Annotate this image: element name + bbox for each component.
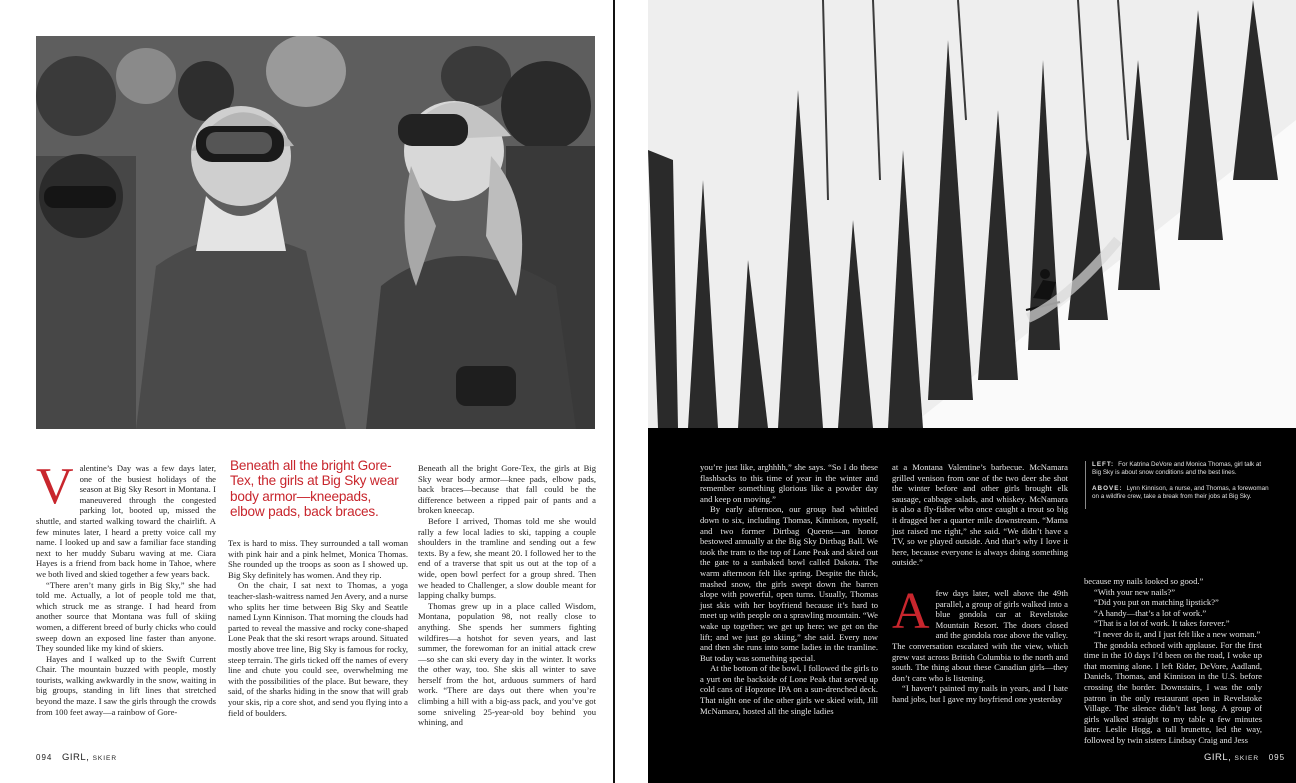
caption-above: ABOVE: Lynn Kinnison, a nurse, and Thomas, a forewoman on a wildfire crew, take a break from their jobs at Big Sky. (1092, 484, 1269, 501)
spine-divider (613, 0, 615, 783)
right-page (648, 0, 1296, 783)
photo-skiers-in-lift-line (36, 36, 595, 429)
body-column-6 (1084, 576, 1262, 746)
paragraph: Valentine’s Day was a few days later, one of the busiest holidays of the season at Big Sky Resort in Montana. I maneuvered through the congested parking lot, booted up, missed the shuttle, and started walking toward the chairlift. A few minutes later, I heard a pretty voice call my name. I looked up and saw a familiar face standing next to her muddy Subaru waving at me. Ciara Hayes is a friend from back home in Tahoe, where we both lived and skied together a few years back. (36, 458, 216, 579)
paragraph: The gondola echoed with applause. For the first time in the 10 days I’d been on the road, I woke up that morning alone. I left Rider, DeVore, Aadland, Daniels, Thomas, and Kinnison in the U.S. before crossing the border. Downstairs, I was the only patron in the only restaurant open in Revelstoke Village. The silence didn’t last long. A group of girls walked straight to my table a few minutes later. Leslie Hogg, a tall brunette, led the way, followed by twin sisters Lindsay Craig and Jess (1084, 639, 1262, 745)
paragraph: A few days later, well above the 49th parallel, a group of girls walked into a blue gondola car at Revelstoke Mountain Resort. The doors closed and the gondola rose above the valley. The conversation escalated with the view, which grew vast across British Columbia to the north and south. The thing about these Canadian girls—they don’t care who is listening. (892, 583, 1068, 683)
paragraph: “That is a lot of work. It takes forever.” (1094, 618, 1230, 629)
paragraph: “I never do it, and I just felt like a new woman.” (1094, 628, 1261, 639)
body-column-5 (892, 462, 1068, 568)
magazine-section: GIRL, (62, 752, 90, 763)
page-folio-left (36, 752, 117, 763)
paragraph: Hayes and I walked up to the Swift Current Chair. The mountain buzzed with people, mostly tourists, walking awkwardly in the snow, waiting in big groups, standing in lift lines that stretched beyond the maze. I saw the girls through the crowds from 100 feet away—a rainbow of Gore- (36, 653, 216, 717)
page-number: 094 (36, 753, 53, 762)
page-folio-right (1204, 752, 1285, 763)
pull-quote: Beneath all the bright Gore-Tex, the girls at Big Sky wear body armor—kneepads, elbow pads, back braces. (230, 458, 399, 520)
paragraph: Before I arrived, Thomas told me she would rally a few local ladies to ski, tapping a couple shoulders in the tramline and sending out a few texts. By a few, she meant 20. I followed her to the end of a traverse that spit us out at the top of a wide, open bowl perfect for a group shred. Then we headed to Challenger, a slow double meant for lapping chalky bumps. (418, 515, 596, 601)
paragraph: At the bottom of the bowl, I followed the girls to a yurt on the backside of Lone Peak that served up cold cans of Hopzone IPA on a sun-drenched deck. That night one of the other girls we skied with, Jill McNamara, hosted all the single ladies (700, 663, 878, 716)
caption-tag: ABOVE: (1092, 484, 1123, 492)
photo-captions (1085, 461, 1270, 509)
magazine-name: SKIER (1234, 755, 1260, 762)
body-column-2 (228, 538, 408, 718)
paragraph: “There aren’t many girls in Big Sky,” she had told me. Actually, a lot of people told me that, which struck me as strange. I had heard from another source that Montana was full of skiing women, a different breed of burly chicks who could sweep down an exposed line faster than anyone. They sounded like my kind of skiers. (36, 579, 216, 654)
paragraph: “Did you put on matching lipstick?” (1094, 597, 1219, 608)
body-column-1 (36, 458, 216, 717)
left-page (0, 0, 612, 783)
gutter (612, 0, 648, 783)
drop-cap: V (36, 458, 74, 515)
paragraph: “A handy—that’s a lot of work.” (1094, 607, 1207, 618)
paragraph: Thomas grew up in a place called Wisdom, Montana, population 98, not really close to anything. She spends her summers fighting wildfires—a hotshot for seven years, and last summer, the forewoman for an initial attack crew—so she can ski every day in the winter. It works the other way, too. She skis all winter to save herself from the hot, arduous summers of hard work. “There are days out there when you’re climbing a hill with a big-ass pack, and you’ve got some sniveling 25-year-old boy behind you whining, and (418, 600, 596, 728)
paragraph: “I haven’t painted my nails in years, and I hate hand jobs, but I gave my boyfriend one yesterday (892, 683, 1068, 704)
paragraph: because my nails looked so good.” (1084, 576, 1204, 586)
magazine-name: SKIER (92, 755, 118, 762)
body-column-5b (892, 583, 1068, 705)
paragraph: “With your new nails?” (1094, 586, 1176, 597)
paragraph: you’re just like, arghhhh,” she says. “So I do these flashbacks to this time of year in the winter and remember something glorious like a powder day and keep on moving.” (700, 462, 878, 504)
paragraph: On the chair, I sat next to Thomas, a yoga teacher-slash-waitress named Jen Avery, and a nurse who splits her time between Big Sky and Seattle named Lynn Kinnison. That morning the clouds had parted to reveal the massive and rocky cone-shaped Lone Peak that the ski resort wraps around. Situated mostly above tree line, Big Sky is famous for rocky, steep terrain. The girls ticked off the names of every line and chute you could see, overwhelming me with the possibilities of the place. But beware, they said, of the sharks hiding in the snow that will grab your skis, rip a core shot, and send you flying into a field of boulders. (228, 580, 408, 718)
photo-skier-on-slope (648, 0, 1296, 428)
paragraph: at a Montana Valentine’s barbecue. McNamara grilled venison from one of the two deer she shot the winter before and other girls brought elk sausage, cabbage salads, and whiskey. McNamara is also a fly-fisher who once caught a trout so big it dragged her a quarter mile downstream. “Mama just raised me right,” she said. “We didn’t have a TV, so we played outside. And that’s why I love it here, because everyone is always doing something outside.” (892, 462, 1068, 568)
caption-tag: LEFT: (1092, 461, 1115, 468)
magazine-section: GIRL, (1204, 752, 1232, 763)
caption-left: LEFT: For Katrina DeVore and Monica Thomas, girl talk at Big Sky is about snow conditions and the best lines. (1092, 461, 1262, 477)
drop-cap: A (892, 583, 930, 640)
page-number: 095 (1268, 753, 1286, 762)
paragraph: By early afternoon, our group had whittled down to six, including Thomas, Kinnison, myself, and two former Dirtbag Queens—an honor bestowed annually at the Big Sky Dirtbag Ball. We took the tram to the top of Lone Peak and skied out the gate to a sunbaked bowl called Dakota. The warm afternoon felt like spring. Despite the thick, mashed snow, the girls swept down the barren slope with powerful, open turns. Usually, Thomas just skis with her boyfriend because it’s hard to meet up with people on a sprawling mountain. “We wake up together; we get up here; we get on the lift; and we just go skiing,” she said. Every now and then she runs into some ladies in the tramline. But today was something special. (700, 504, 878, 663)
paragraph: Tex is hard to miss. They surrounded a tall woman with pink hair and a pink helmet, Monica Thomas. She rounded up the troops as soon as I showed up. Big Sky definitely has women. And they rip. (228, 538, 408, 580)
body-column-3 (418, 463, 596, 728)
body-column-4 (700, 462, 878, 716)
paragraph: Beneath all the bright Gore-Tex, the girls at Big Sky wear body armor—knee pads, elbow pads, back braces—because that fall could be the difference between a ripped pair of pants and a broken kneecap. (418, 463, 596, 516)
